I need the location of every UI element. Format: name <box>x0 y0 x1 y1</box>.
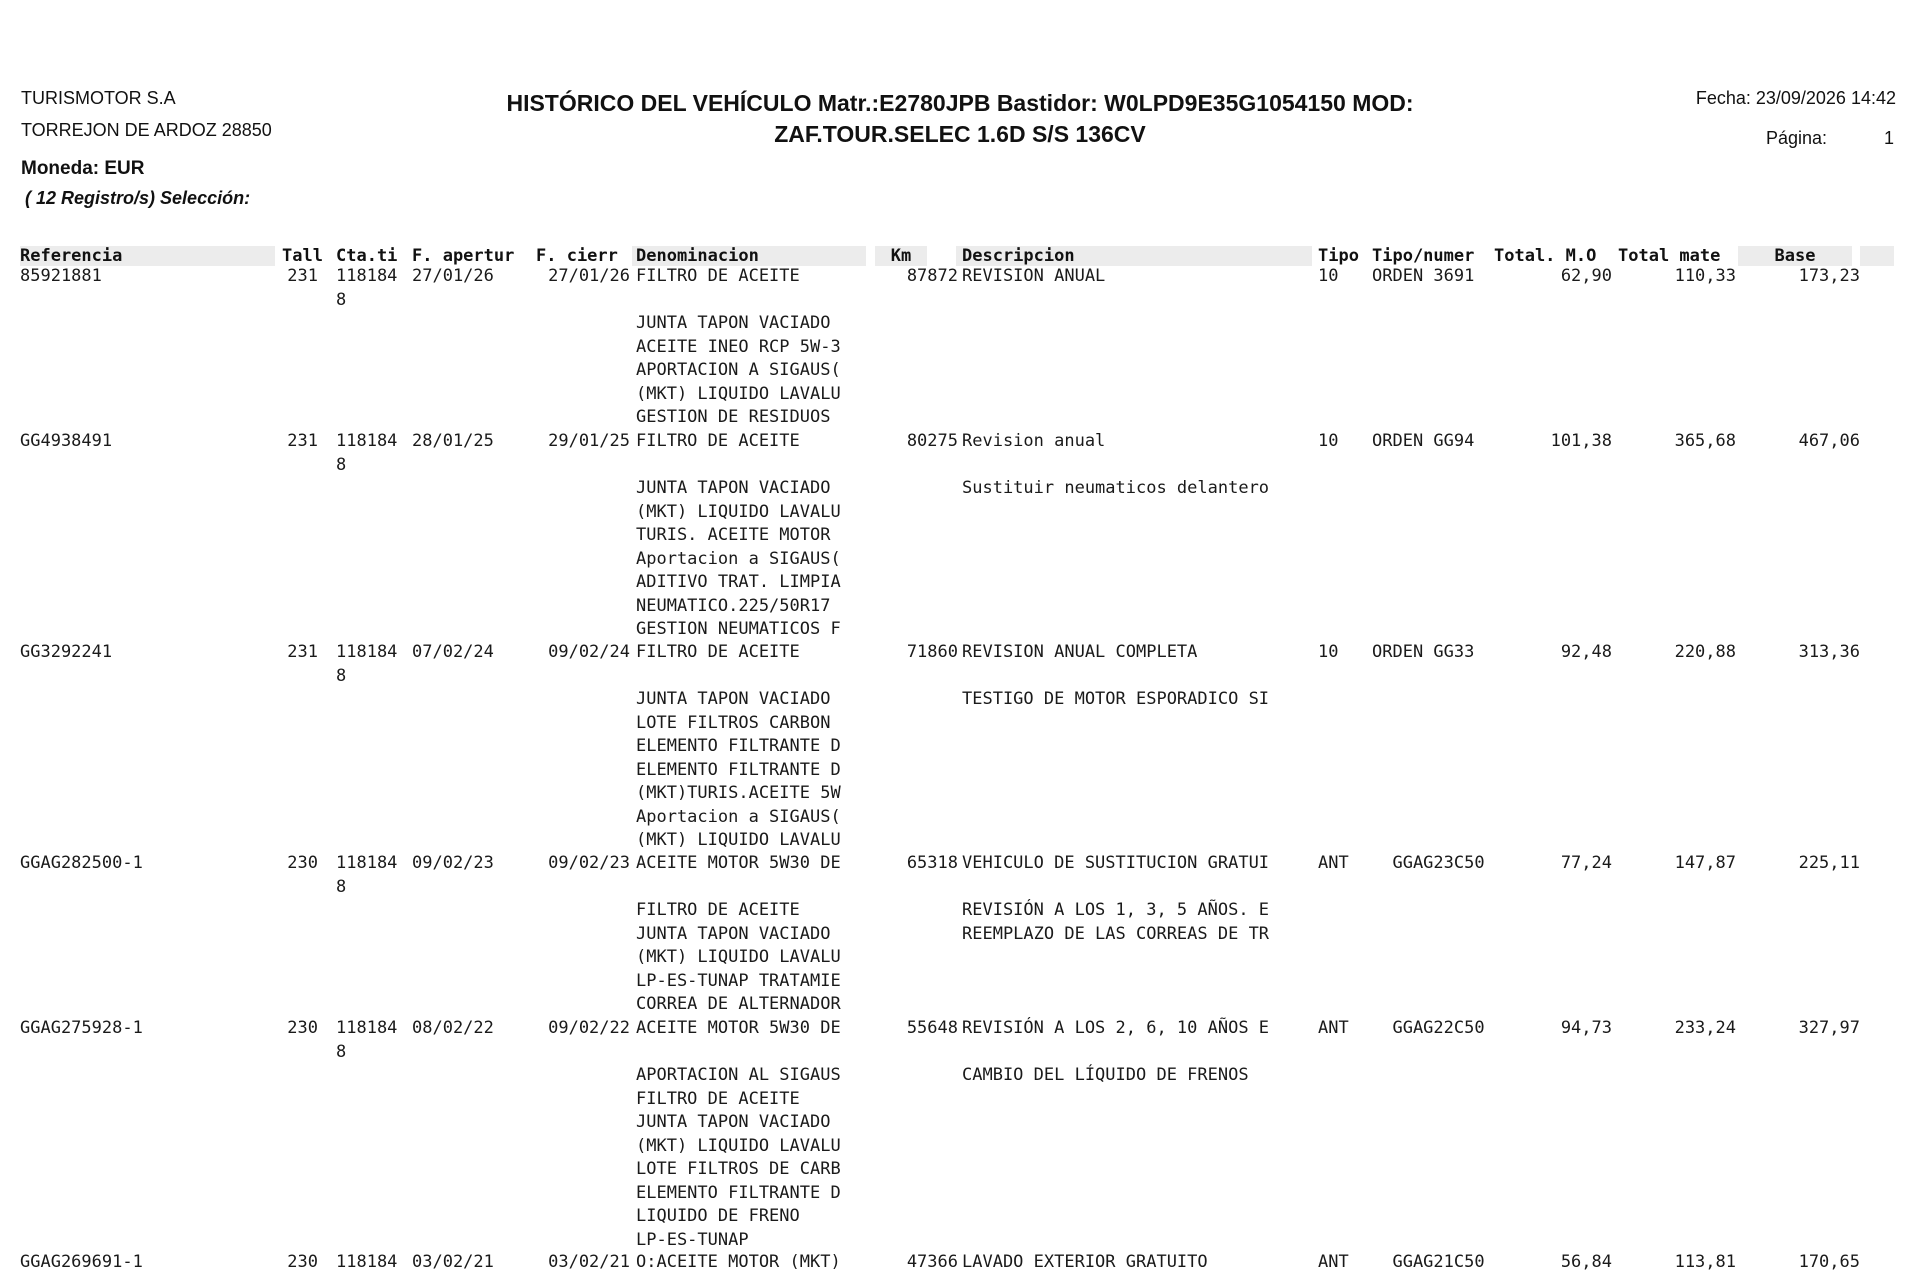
cell-cuenta: 118184 8 <box>336 266 398 310</box>
cell-cuenta: 118184 <box>336 1252 398 1272</box>
cell-descripcion: Revision anual Sustituir neumaticos delantero <box>962 431 1270 498</box>
cell-tipo-numero: GGAG21C50 <box>1372 1252 1485 1272</box>
column-header-tipo-numero: Tipo/numer <box>1372 246 1475 266</box>
cell-cuenta: 118184 8 <box>336 1018 398 1062</box>
cell-taller: 231 <box>287 266 318 286</box>
cell-tipo-numero: ORDEN 3691 <box>1372 266 1475 286</box>
cell-tipo: 10 <box>1318 431 1339 451</box>
cell-denominacion: O:ACEITE MOTOR (MKT) <box>636 1252 841 1272</box>
cell-tipo: 10 <box>1318 266 1339 286</box>
cell-f-apertura: 07/02/24 <box>412 642 494 662</box>
cell-km: 80275 <box>906 431 958 451</box>
cell-total-mat: 147,87 <box>1674 853 1736 873</box>
cell-denominacion: FILTRO DE ACEITE JUNTA TAPON VACIADO (MKT) LIQUIDO LAVALU TURIS. ACEITE MOTOR Aportacion a SIGAUS( ADITIVO TRAT. LIMPIA NEUMATICO.225/50R17 GESTION NEUMATICOS F <box>636 431 841 639</box>
column-header-total-mo: Total. M.O <box>1494 246 1597 266</box>
column-header-f-apertura: F. apertur <box>412 246 515 266</box>
cell-taller: 231 <box>287 431 318 451</box>
cell-referencia: 85921881 <box>20 266 102 286</box>
cell-f-cierre: 27/01/26 <box>548 266 630 286</box>
cell-referencia: GG3292241 <box>20 642 113 662</box>
cell-total-mo: 62,90 <box>1560 266 1612 286</box>
cell-tipo: 10 <box>1318 642 1339 662</box>
header-bg-extra <box>1860 246 1894 266</box>
cell-referencia: GGAG275928-1 <box>20 1018 143 1038</box>
cell-total-mo: 94,73 <box>1560 1018 1612 1038</box>
cell-km: 71860 <box>906 642 958 662</box>
cell-f-cierre: 03/02/21 <box>548 1252 630 1272</box>
cell-denominacion: ACEITE MOTOR 5W30 DE APORTACION AL SIGAUS FILTRO DE ACEITE JUNTA TAPON VACIADO (MKT) LIQUIDO LAVALU LOTE FILTROS DE CARB ELEMENTO FILTRANTE D LIQUIDO DE FRENO LP-ES-TUNAP <box>636 1018 841 1250</box>
cell-f-cierre: 29/01/25 <box>548 431 630 451</box>
cell-base: 170,65 <box>1798 1252 1860 1272</box>
report-date: Fecha: 23/09/2026 14:42 <box>1695 88 1896 108</box>
cell-cuenta: 118184 8 <box>336 431 398 475</box>
cell-base: 467,06 <box>1798 431 1860 451</box>
cell-referencia: GGAG269691-1 <box>20 1252 143 1272</box>
cell-f-cierre: 09/02/24 <box>548 642 630 662</box>
cell-f-cierre: 09/02/22 <box>548 1018 630 1038</box>
cell-total-mat: 233,24 <box>1674 1018 1736 1038</box>
column-header-total-mat: Total mate <box>1618 246 1721 266</box>
cell-descripcion: REVISIÓN A LOS 2, 6, 10 AÑOS E CAMBIO DEL LÍQUIDO DE FRENOS <box>962 1018 1270 1085</box>
cell-taller: 230 <box>287 1018 318 1038</box>
cell-tipo: ANT <box>1318 853 1349 873</box>
report-title-line-1: HISTÓRICO DEL VEHÍCULO Matr.:E2780JPB Bastidor: W0LPD9E35G1054150 MOD: <box>506 90 1414 116</box>
report-title-line-2: ZAF.TOUR.SELEC 1.6D S/S 136CV <box>774 121 1146 147</box>
cell-f-apertura: 28/01/25 <box>412 431 494 451</box>
cell-cuenta: 118184 8 <box>336 853 398 897</box>
cell-tipo-numero: GGAG22C50 <box>1372 1018 1485 1038</box>
cell-descripcion: REVISION ANUAL COMPLETA TESTIGO DE MOTOR ESPORADICO SI <box>962 642 1270 709</box>
currency-label: Moneda: EUR <box>21 158 145 179</box>
cell-km: 87872 <box>906 266 958 286</box>
column-header-cuenta: Cta.ti <box>336 246 398 266</box>
cell-descripcion: LAVADO EXTERIOR GRATUITO <box>962 1252 1208 1272</box>
cell-base: 327,97 <box>1798 1018 1860 1038</box>
cell-total-mo: 101,38 <box>1550 431 1612 451</box>
column-header-descripcion: Descripcion <box>962 246 1075 266</box>
cell-f-cierre: 09/02/23 <box>548 853 630 873</box>
cell-total-mat: 110,33 <box>1674 266 1736 286</box>
cell-referencia: GG4938491 <box>20 431 113 451</box>
company-address: TORREJON DE ARDOZ 28850 <box>21 120 272 140</box>
cell-total-mat: 113,81 <box>1674 1252 1736 1272</box>
cell-f-apertura: 03/02/21 <box>412 1252 494 1272</box>
cell-tipo-numero: GGAG23C50 <box>1372 853 1485 873</box>
cell-total-mo: 77,24 <box>1560 853 1612 873</box>
cell-denominacion: FILTRO DE ACEITE JUNTA TAPON VACIADO ACEITE INEO RCP 5W-3 APORTACION A SIGAUS( (MKT) LIQUIDO LAVALU GESTION DE RESIDUOS <box>636 266 841 427</box>
cell-tipo-numero: ORDEN GG94 <box>1372 431 1475 451</box>
cell-km: 55648 <box>906 1018 958 1038</box>
cell-taller: 230 <box>287 1252 318 1272</box>
selection-label: ( 12 Registro/s) Selección: <box>25 188 251 208</box>
report-title <box>400 88 1520 150</box>
cell-tipo: ANT <box>1318 1018 1349 1038</box>
cell-descripcion: REVISION ANUAL <box>962 266 1106 286</box>
cell-total-mat: 220,88 <box>1674 642 1736 662</box>
cell-f-apertura: 27/01/26 <box>412 266 494 286</box>
column-header-denominacion: Denominacion <box>636 246 759 266</box>
cell-km: 47366 <box>906 1252 958 1272</box>
cell-descripcion: VEHICULO DE SUSTITUCION GRATUI REVISIÓN A LOS 1, 3, 5 AÑOS. E REEMPLAZO DE LAS CORREAS DE TR <box>962 853 1270 944</box>
cell-cuenta: 118184 8 <box>336 642 398 686</box>
cell-tipo-numero: ORDEN GG33 <box>1372 642 1475 662</box>
cell-taller: 231 <box>287 642 318 662</box>
cell-tipo: ANT <box>1318 1252 1349 1272</box>
cell-denominacion: ACEITE MOTOR 5W30 DE FILTRO DE ACEITE JUNTA TAPON VACIADO (MKT) LIQUIDO LAVALU LP-ES-TUNAP TRATAMIE CORREA DE ALTERNADOR <box>636 853 841 1014</box>
page-number: 1 <box>1883 128 1894 148</box>
cell-total-mo: 92,48 <box>1560 642 1612 662</box>
cell-base: 313,36 <box>1798 642 1860 662</box>
column-header-km: Km <box>890 246 912 266</box>
cell-f-apertura: 09/02/23 <box>412 853 494 873</box>
cell-f-apertura: 08/02/22 <box>412 1018 494 1038</box>
page-label: Página: <box>1766 128 1828 148</box>
cell-referencia: GGAG282500-1 <box>20 853 143 873</box>
column-header-taller: Tall <box>282 246 323 266</box>
cell-base: 173,23 <box>1798 266 1860 286</box>
cell-denominacion: FILTRO DE ACEITE JUNTA TAPON VACIADO LOTE FILTROS CARBON ELEMENTO FILTRANTE D ELEMENTO FILTRANTE D (MKT)TURIS.ACEITE 5W Aportacion a SIGAUS( (MKT) LIQUIDO LAVALU <box>636 642 841 850</box>
column-header-f-cierre: F. cierr <box>536 246 618 266</box>
cell-total-mo: 56,84 <box>1560 1252 1612 1272</box>
column-header-referencia: Referencia <box>20 246 123 266</box>
cell-total-mat: 365,68 <box>1674 431 1736 451</box>
cell-km: 65318 <box>906 853 958 873</box>
column-header-tipo: Tipo <box>1318 246 1359 266</box>
company-name: TURISMOTOR S.A <box>21 88 176 108</box>
column-header-base: Base <box>1774 246 1816 266</box>
cell-base: 225,11 <box>1798 853 1860 873</box>
cell-taller: 230 <box>287 853 318 873</box>
